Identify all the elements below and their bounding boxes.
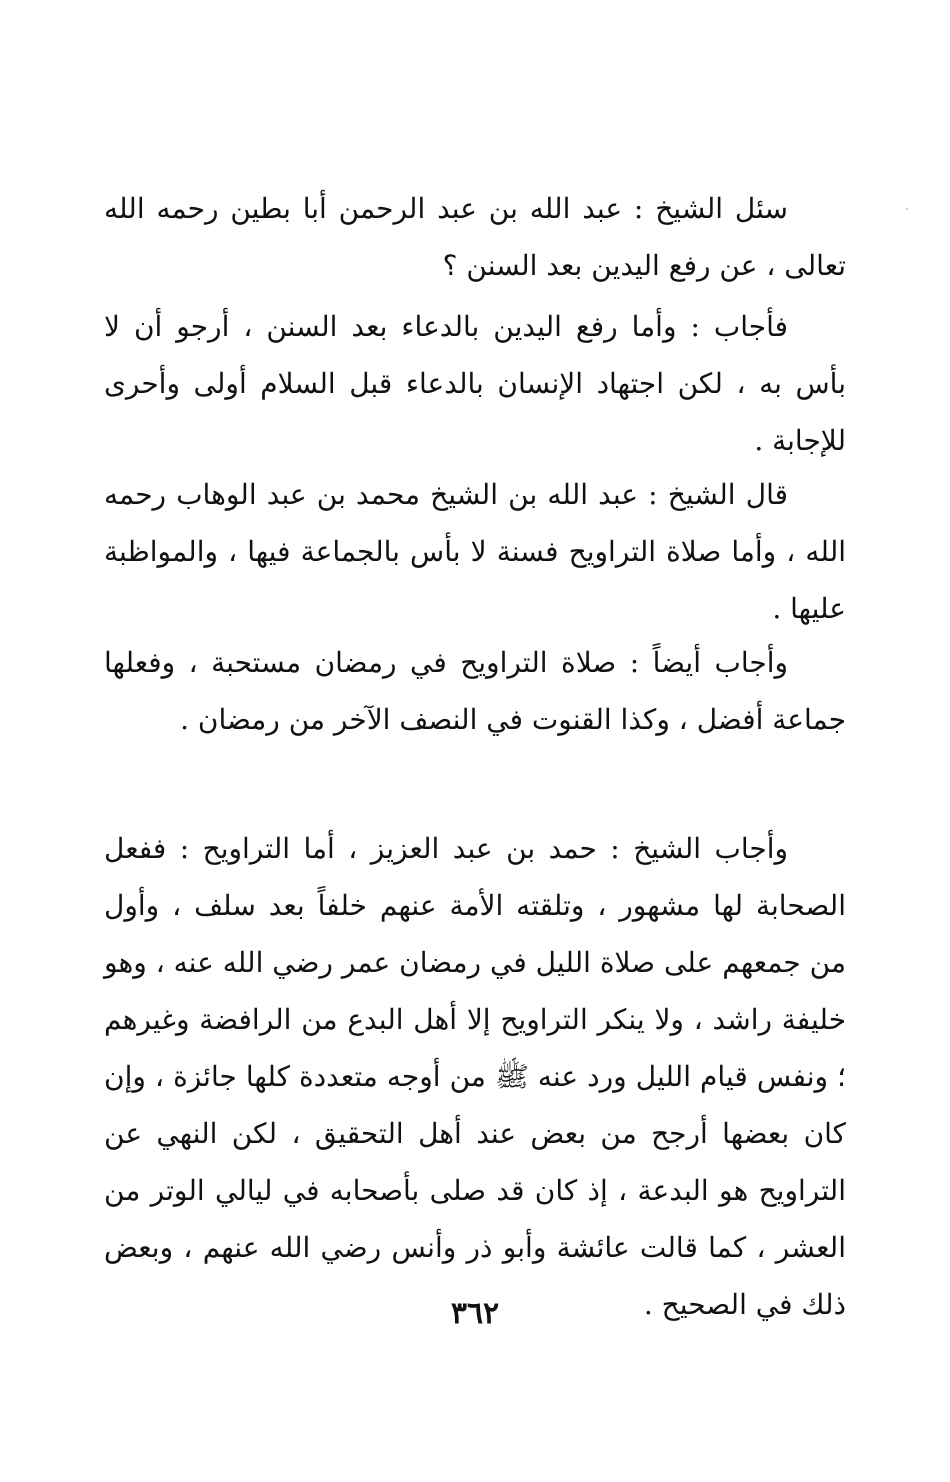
paragraph-sheikh-abdullah — [104, 466, 846, 637]
scan-speck — [906, 208, 908, 210]
paragraph-text: قال الشيخ : عبد الله بن الشيخ محمد بن عبد الوهاب رحمه الله ، وأما صلاة التراويح فسنة لا بأس بالجماعة فيها ، والمواظبة عليها . — [104, 478, 846, 625]
paragraph-text: وأجاب الشيخ : حمد بن عبد العزيز ، أما التراويح : ففعل الصحابة لها مشهور ، وتلقته الأمة عنهم خلفاً بعد سلف ، وأول من جمعهم على صلاة الليل في رمضان عمر رضي الله عنه ، وهو خليفة راشد ، ولا ينكر التراويح إلا أهل البدع من الرافضة وغيرهم ؛ ونفس قيام الليل ورد عنه ﷺ من أوجه متعددة كلها جائزة ، وإن كان بعضها أرجح من بعض عند أهل التحقيق ، لكن النهي عن التراويح هو البدعة ، إذ كان قد صلى بأصحابه في ليالي الوتر من العشر ، كما قالت عائشة وأبو ذر وأنس رضي الله عنهم ، وبعض ذلك في الصحيح . — [104, 832, 846, 1321]
paragraph-sheikh-hamad — [104, 820, 846, 1333]
paragraph-question — [104, 180, 846, 294]
paragraph-text: فأجاب : وأما رفع اليدين بالدعاء بعد السنن ، أرجو أن لا بأس به ، لكن اجتهاد الإنسان بالدعاء قبل السلام أولى وأحرى للإجابة . — [104, 310, 846, 457]
paragraph-text: سئل الشيخ : عبد الله بن عبد الرحمن أبا بطين رحمه الله تعالى ، عن رفع اليدين بعد السنن ؟ — [104, 192, 846, 282]
paragraph-text: وأجاب أيضاً : صلاة التراويح في رمضان مستحبة ، وفعلها جماعة أفضل ، وكذا القنوت في النصف الآخر من رمضان . — [104, 646, 846, 736]
paragraph-answer-also — [104, 634, 846, 748]
paragraph-answer — [104, 298, 846, 469]
page-number: ٣٦٢ — [450, 1296, 500, 1331]
